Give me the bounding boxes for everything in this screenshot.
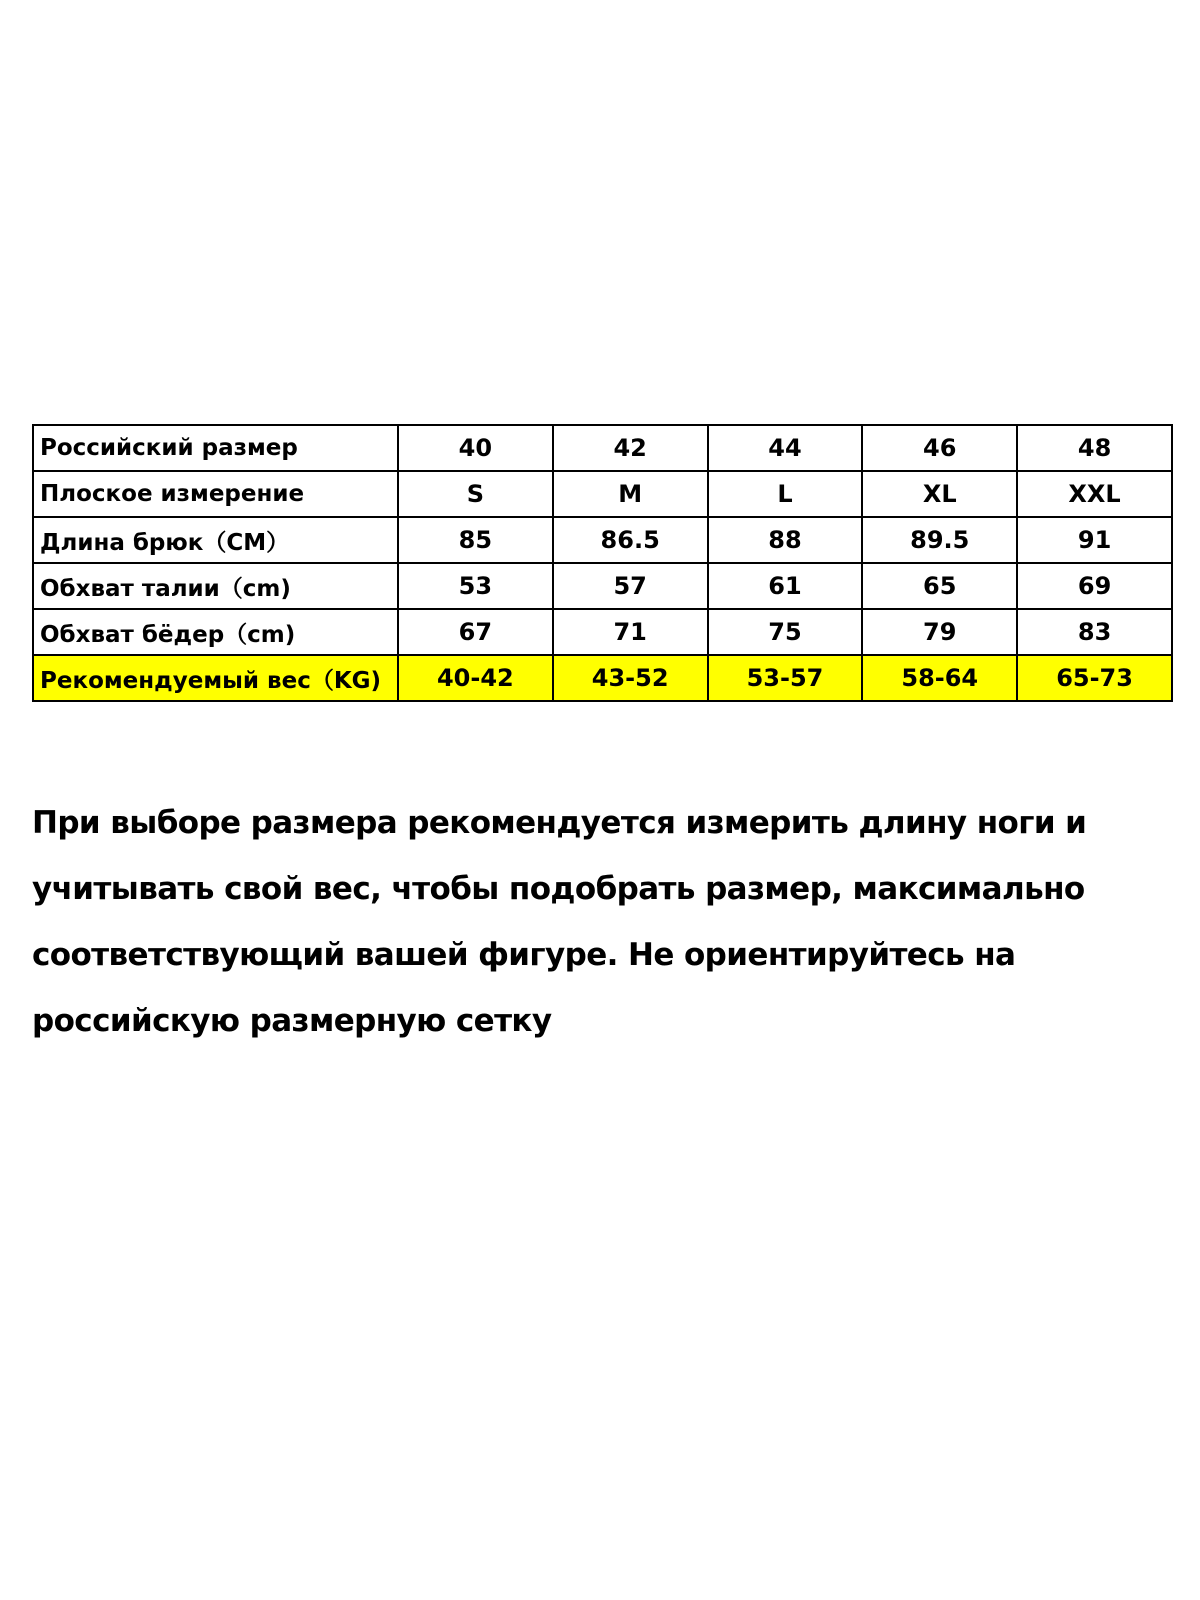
table-cell: 53-57 <box>708 655 863 701</box>
table-cell: 86.5 <box>553 517 708 563</box>
row-label: Плоское измерение <box>33 471 398 517</box>
table-cell: 65-73 <box>1017 655 1172 701</box>
table-cell: 67 <box>398 609 553 655</box>
table-cell: 83 <box>1017 609 1172 655</box>
row-flat-measurement <box>33 471 1172 517</box>
table-cell: 65 <box>862 563 1017 609</box>
table-cell: 57 <box>553 563 708 609</box>
table-cell: L <box>708 471 863 517</box>
row-label: Рекомендуемый вес（KG) <box>33 655 398 701</box>
table-cell: 46 <box>862 425 1017 471</box>
table-cell: 44 <box>708 425 863 471</box>
row-recommended-weight <box>33 655 1172 701</box>
table-cell: M <box>553 471 708 517</box>
row-label: Обхват талии（cm) <box>33 563 398 609</box>
row-label: Длина брюк（CM） <box>33 517 398 563</box>
row-label: Обхват бёдер（cm) <box>33 609 398 655</box>
table-cell: 53 <box>398 563 553 609</box>
table-cell: 40-42 <box>398 655 553 701</box>
size-chart-table <box>32 424 1173 702</box>
table-cell: 85 <box>398 517 553 563</box>
table-cell: 40 <box>398 425 553 471</box>
table-cell: 71 <box>553 609 708 655</box>
table-cell: 79 <box>862 609 1017 655</box>
row-hips <box>33 609 1172 655</box>
table-cell: XXL <box>1017 471 1172 517</box>
table-cell: 91 <box>1017 517 1172 563</box>
table-cell: 42 <box>553 425 708 471</box>
table-cell: 69 <box>1017 563 1172 609</box>
table-cell: 88 <box>708 517 863 563</box>
size-advice-paragraph: При выборе размера рекомендуется измерить длину ноги и учитывать свой вес, чтобы подобрать размер, максимально соответствующий вашей фигуре. Не ориентируйтесь на российскую размерную сетку <box>32 805 1087 1039</box>
table-cell: XL <box>862 471 1017 517</box>
table-cell: 48 <box>1017 425 1172 471</box>
row-russian-size <box>33 425 1172 471</box>
table-cell: 58-64 <box>862 655 1017 701</box>
table-cell: 61 <box>708 563 863 609</box>
table-cell: S <box>398 471 553 517</box>
table-cell: 43-52 <box>553 655 708 701</box>
row-label: Российский размер <box>33 425 398 471</box>
row-trouser-length <box>33 517 1172 563</box>
row-waist <box>33 563 1172 609</box>
table-cell: 89.5 <box>862 517 1017 563</box>
table-cell: 75 <box>708 609 863 655</box>
